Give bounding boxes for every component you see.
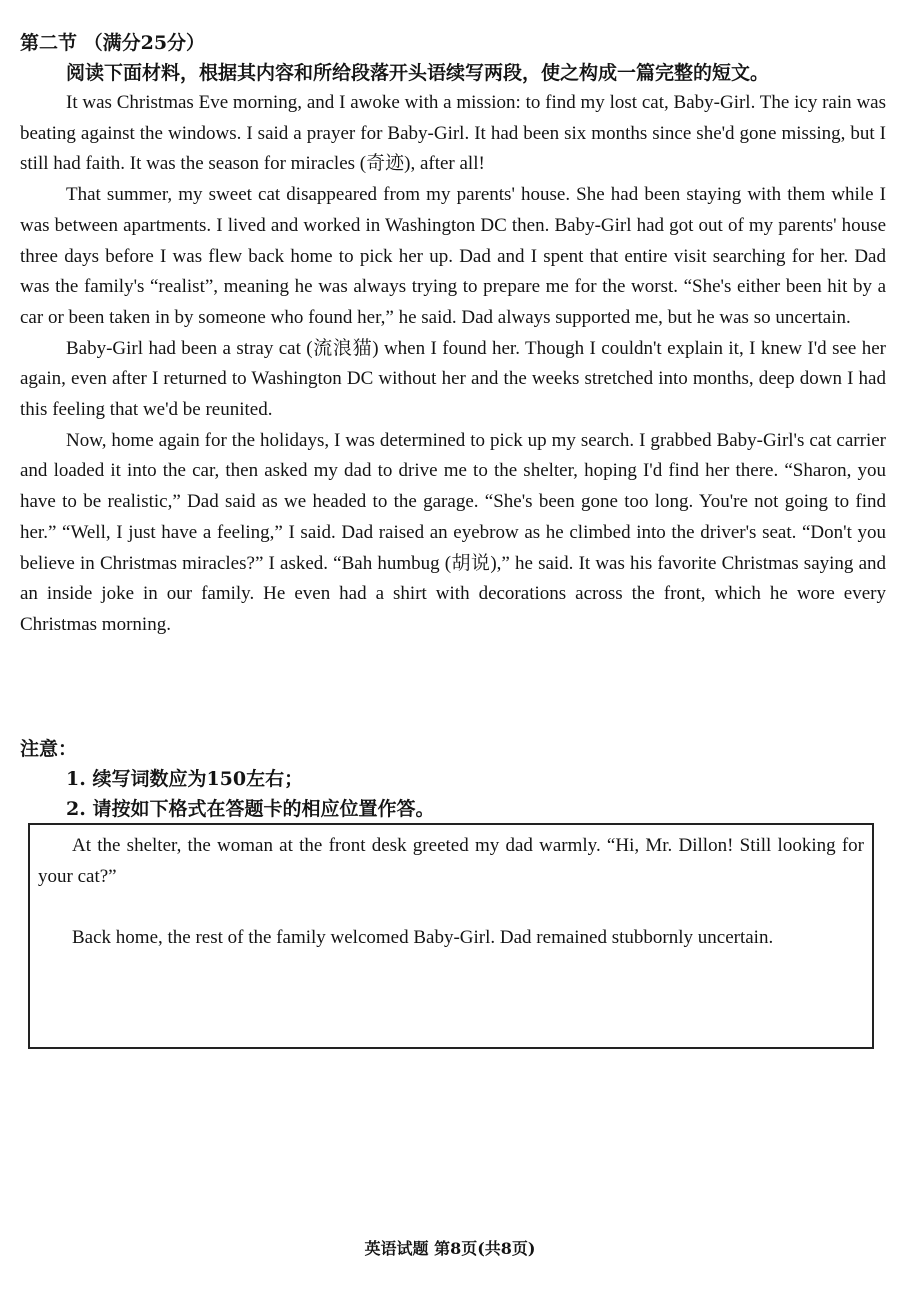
note-item: 1. 续写词数应为150左右； (66, 768, 304, 790)
answer-box (28, 823, 874, 1049)
paragraph-opening-1: At the shelter, the woman at the front desk greeted my dad warmly. “Hi, Mr. Dillon! Still looking for your cat?” (38, 835, 864, 887)
instruction-text: 阅读下面材料，根据其内容和所给段落开头语续写两段，使之构成一篇完整的短文。 (66, 62, 770, 84)
paragraph-opening-2: Back home, the rest of the family welcomed Baby-Girl. Dad remained stubbornly uncertain. (72, 927, 774, 948)
note-item: 2. 请按如下格式在答题卡的相应位置作答。 (66, 798, 435, 820)
page-footer: 英语试题 第8页(共8页) (364, 1239, 536, 1258)
reading-passage (20, 88, 886, 641)
passage-paragraph-2: That summer, my sweet cat disappeared from my parents' house. She had been staying with them while I was between apartments. I lived and worked in Washington DC then. Baby-Girl had got out of my parents' house three days before I was flew back home to pick her up. Dad and I spent that entire visit searching for her. Dad was the family's “realist”, meaning he was always trying to prepare me for the worst. “She's either been hit by a car or been taken in by someone who found her,” he said. Dad always supported me, but he was so uncertain. (20, 184, 886, 328)
section-title: 第二节 （满分25分） (20, 32, 206, 54)
notes-list (66, 764, 434, 824)
passage-paragraph-3: Baby-Girl had been a stray cat (流浪猫) when I found her. Though I couldn't explain it, I knew I'd see her again, even after I returned to Washington DC without her and the weeks stretched into months, deep down I had this feeling that we'd be reunited. (20, 337, 886, 421)
passage-paragraph-4: Now, home again for the holidays, I was determined to pick up my search. I grabbed Baby-Girl's cat carrier and loaded it into the car, then asked my dad to drive me to the shelter, hoping I'd find her there. “Sharon, you have to be realistic,” Dad said as we headed to the garage. “She's been gone too long. You're not going to find her.” “Well, I just have a feeling,” I said. Dad raised an eyebrow as he climbed into the driver's seat. “Don't you believe in Christmas miracles?” I asked. “Bah humbug (胡说),” he said. It was his favorite Christmas saying and an inside joke in our family. He even had a shirt with decorations across the front, which he wore every Christmas morning. (20, 429, 886, 635)
notes-heading: 注意： (20, 738, 78, 760)
passage-paragraph-1: It was Christmas Eve morning, and I awoke with a mission: to find my lost cat, Baby-Girl. The icy rain was beating against the windows. I said a prayer for Baby-Girl. It had been six months since she'd gone missing, but I still had faith. It was the season for miracles (奇迹), after all! (20, 92, 886, 175)
